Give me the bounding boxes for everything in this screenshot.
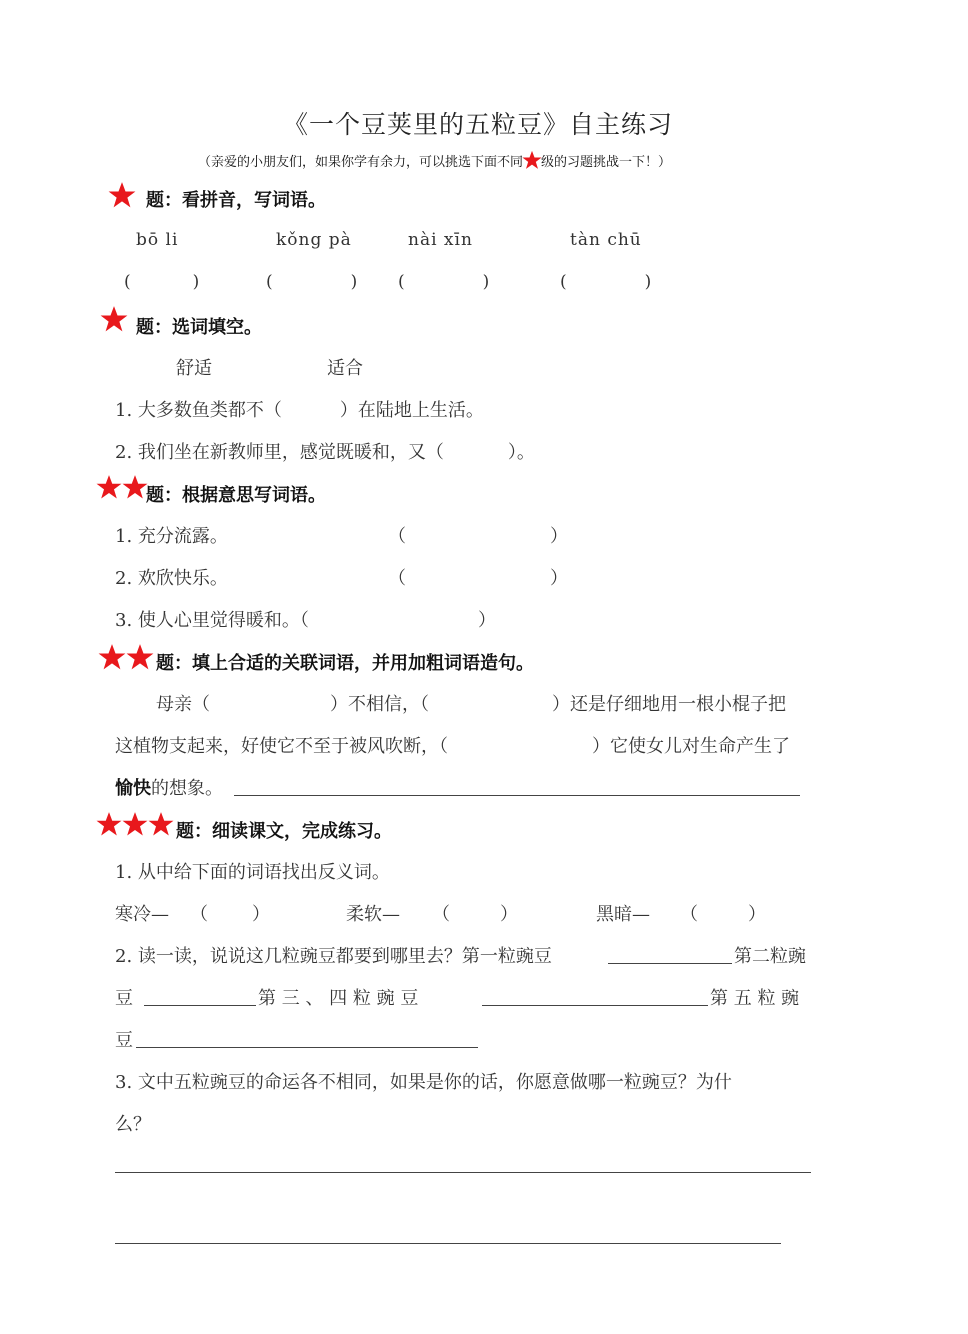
answer-blank-open: （ xyxy=(190,904,208,925)
q4-line-2-b: ）它使女儿对生命产生了 xyxy=(592,736,790,757)
q3-item-2: 2. 欢欣快乐。 xyxy=(115,568,228,589)
answer-line[interactable] xyxy=(608,963,732,964)
star-icon xyxy=(108,181,136,209)
answer-blank-close: ） xyxy=(550,526,568,547)
q2-item-1-before: 1. 大多数鱼类都不（ xyxy=(115,400,282,421)
q4-line-1-c: ）还是仔细地用一根小棍子把 xyxy=(552,694,786,715)
star-icon xyxy=(122,474,148,500)
q4-line-3-rest: 的想象。 xyxy=(151,778,223,799)
q1-heading: 题：看拼音，写词语。 xyxy=(146,190,326,211)
bold-word: 愉快 xyxy=(115,778,151,799)
q4-stars xyxy=(98,643,154,671)
answer-line[interactable] xyxy=(115,1172,811,1173)
q5-sub-2-c: 豆 xyxy=(115,988,133,1009)
q4-line-2-a: 这植物支起来，好使它不至于被风吹断，（ xyxy=(115,736,448,757)
star-icon xyxy=(100,305,128,333)
q2-item-2-before: 2. 我们坐在新教师里，感觉既暖和，又（ xyxy=(115,442,444,463)
star-icon xyxy=(98,643,126,671)
answer-blank-close: ） xyxy=(550,568,568,589)
q5-sub-3-cont: 么？ xyxy=(115,1114,151,1135)
q5-sub-2-e: 第 五 粒 豌 xyxy=(710,988,800,1009)
q4-line-1-b: ）不相信，（ xyxy=(330,694,429,715)
q4-heading: 题：填上合适的关联词语，并用加粗词语造句。 xyxy=(156,653,534,674)
q2-heading: 题：选词填空。 xyxy=(136,317,262,338)
q5-sub-3: 3. 文中五粒豌豆的命运各不相同，如果是你的话，你愿意做哪一粒豌豆？为什 xyxy=(115,1072,732,1093)
q2-item-1-after: ）在陆地上生活。 xyxy=(339,400,484,421)
star-icon xyxy=(148,811,174,837)
star-icon xyxy=(522,150,542,170)
q5-sub-2-d: 第 三 、 四 粒 豌 豆 xyxy=(258,988,419,1009)
answer-line[interactable] xyxy=(144,1005,256,1006)
subtitle xyxy=(198,150,671,170)
q1-stars xyxy=(108,181,136,209)
star-icon xyxy=(122,811,148,837)
star-icon xyxy=(126,643,154,671)
q2-item-1 xyxy=(115,396,484,422)
word-option: 适合 xyxy=(327,358,363,379)
answer-blank-close: ） xyxy=(252,904,270,925)
answer-line[interactable] xyxy=(482,1005,708,1006)
answer-blank[interactable]: ( ) xyxy=(560,272,652,292)
q5-heading: 题：细读课文，完成练习。 xyxy=(176,821,392,842)
pinyin-1: bō li xyxy=(136,230,179,250)
star-icon xyxy=(96,474,122,500)
antonym-3: 黑暗— xyxy=(596,904,650,925)
answer-blank-close: ） xyxy=(500,904,518,925)
q2-item-2-after: ）。 xyxy=(507,442,535,463)
q5-sub-2-f: 豆 xyxy=(115,1030,133,1051)
q2-item-2 xyxy=(115,438,535,464)
antonym-1: 寒冷— xyxy=(115,904,169,925)
q3-heading: 题：根据意思写词语。 xyxy=(146,485,326,506)
q4-line-1-a: 母亲（ xyxy=(156,694,210,715)
answer-line[interactable] xyxy=(115,1243,781,1244)
star-icon xyxy=(96,811,122,837)
q3-stars xyxy=(96,474,148,500)
answer-blank-close: ） xyxy=(478,610,496,631)
answer-line[interactable] xyxy=(136,1047,478,1048)
answer-blank-open: （ xyxy=(680,904,698,925)
q5-sub-2-b: 第二粒豌 xyxy=(734,946,806,967)
answer-line[interactable] xyxy=(234,795,800,796)
pinyin-2: kǒng pà xyxy=(276,230,352,250)
answer-blank-open: （ xyxy=(432,904,450,925)
answer-blank[interactable]: ( ) xyxy=(124,272,200,292)
answer-blank-close: ） xyxy=(748,904,766,925)
word-option: 舒适 xyxy=(176,358,212,379)
answer-blank[interactable]: ( ) xyxy=(266,272,358,292)
answer-blank-open: （ xyxy=(388,526,406,547)
q3-item-1: 1. 充分流露。 xyxy=(115,526,228,547)
page-title: 《一个豆荚里的五粒豆》自主练习 xyxy=(283,110,674,139)
q4-line-3 xyxy=(115,774,223,800)
q5-sub-1: 1. 从中给下面的词语找出反义词。 xyxy=(115,862,390,883)
subtitle-before: （亲爱的小朋友们，如果你学有余力，可以挑选下面不同 xyxy=(198,154,524,170)
antonym-2: 柔软— xyxy=(346,904,400,925)
q5-stars xyxy=(96,811,174,837)
subtitle-after: 级的习题挑战一下！） xyxy=(541,154,672,170)
pinyin-4: tàn chū xyxy=(570,230,642,250)
answer-blank[interactable]: ( ) xyxy=(398,272,490,292)
q5-sub-2-a: 2. 读一读，说说这几粒豌豆都要到哪里去？第一粒豌豆 xyxy=(115,946,552,967)
q2-stars xyxy=(100,305,128,333)
q3-item-3: 3. 使人心里觉得暖和。（ xyxy=(115,610,309,631)
answer-blank-open: （ xyxy=(388,568,406,589)
pinyin-3: nài xīn xyxy=(408,230,473,250)
